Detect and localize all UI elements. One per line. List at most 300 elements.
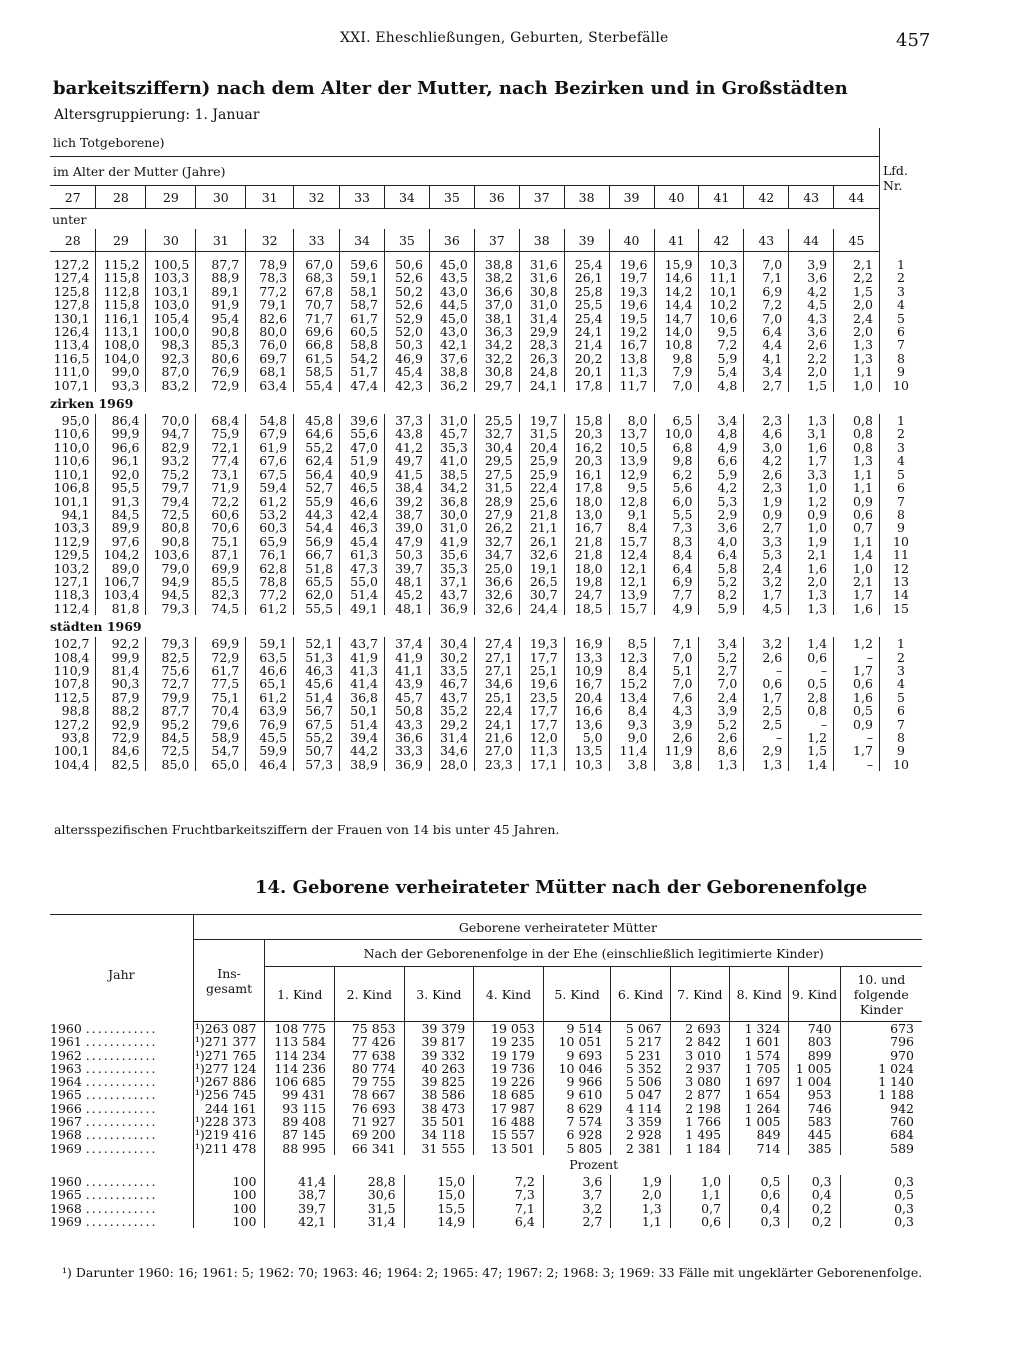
row-number: 7 <box>896 493 905 509</box>
rate-cell: 37,3 <box>384 414 429 427</box>
rate-cell: 55,6 <box>340 427 385 440</box>
rate-cell: 5,2 <box>699 718 744 731</box>
rate-cell: 72,1 <box>196 441 246 454</box>
row-number: 8 <box>896 506 905 522</box>
row-number: 1 <box>896 636 905 652</box>
data-row <box>50 758 922 771</box>
value-cell: 30,6 <box>335 1188 405 1201</box>
rate-cell: 2,7 <box>744 379 789 392</box>
rate-cell: 43,7 <box>429 588 474 601</box>
rate-cell: 45,4 <box>384 365 429 378</box>
rate-cell: 24,8 <box>519 365 564 378</box>
rate-cell: 3,9 <box>654 718 699 731</box>
rate-cell: 85,5 <box>196 575 246 588</box>
rate-cell: 43,0 <box>429 285 474 298</box>
table-row <box>50 1035 922 1048</box>
rate-cell: 116,5 <box>50 352 96 365</box>
rate-cell: 75,2 <box>146 468 196 481</box>
value-cell: 89 408 <box>265 1115 335 1128</box>
rate-cell: 18,0 <box>564 562 609 575</box>
rate-cell: 91,3 <box>96 495 146 508</box>
rate-cell: 59,1 <box>246 637 294 650</box>
rate-cell: 39,0 <box>384 521 429 534</box>
rate-cell: 61,7 <box>196 664 246 677</box>
rate-cell: 101,1 <box>50 495 96 508</box>
rate-cell: 32,6 <box>474 588 519 601</box>
rate-cell: 27,4 <box>474 637 519 650</box>
value-cell: 2 928 <box>611 1128 670 1141</box>
rate-cell: 29,5 <box>474 454 519 467</box>
rate-cell: 103,0 <box>146 298 196 311</box>
rate-cell: 9,5 <box>609 481 654 494</box>
value-cell: 1,1 <box>611 1215 670 1228</box>
rate-cell: 27,1 <box>474 664 519 677</box>
rate-cell: 102,7 <box>50 637 96 650</box>
value-cell: 1 005 <box>730 1115 789 1128</box>
leader-dots: ............ <box>85 1127 158 1143</box>
age-header-lower: 44 <box>789 229 834 252</box>
data-row <box>50 352 922 365</box>
rate-cell: 6,6 <box>699 454 744 467</box>
rate-cell: 1,1 <box>834 535 880 548</box>
value-cell: 39 817 <box>404 1035 474 1048</box>
leader-dots: ............ <box>85 1034 158 1050</box>
rate-cell: 51,9 <box>340 454 385 467</box>
age-header-upper: 29 <box>146 186 196 209</box>
value-cell: 9 693 <box>543 1049 611 1062</box>
rate-cell: 26,1 <box>564 271 609 284</box>
value-cell: 34 118 <box>404 1128 474 1141</box>
rate-cell: 13,4 <box>609 691 654 704</box>
rate-cell: 105,4 <box>146 312 196 325</box>
rate-cell: 32,7 <box>474 427 519 440</box>
rate-cell: 21,6 <box>474 731 519 744</box>
rate-cell: 52,1 <box>294 637 340 650</box>
row-number: 4 <box>896 297 905 313</box>
rate-cell: 25,8 <box>564 285 609 298</box>
rate-cell: 3,2 <box>744 575 789 588</box>
rate-cell: 36,2 <box>429 379 474 392</box>
rate-cell: 11,1 <box>699 271 744 284</box>
rate-cell: 51,4 <box>294 691 340 704</box>
rate-cell: 52,6 <box>384 271 429 284</box>
rate-cell: 112,9 <box>50 535 96 548</box>
rate-cell: 46,3 <box>294 664 340 677</box>
value-cell: 0,6 <box>730 1188 789 1201</box>
year-cell <box>50 1035 193 1048</box>
rate-cell: 15,7 <box>609 535 654 548</box>
row-number: 8 <box>896 350 905 366</box>
rate-cell: 32,7 <box>474 535 519 548</box>
rate-cell: 18,5 <box>564 602 609 615</box>
data-row <box>50 664 922 677</box>
row-number: 5 <box>896 689 905 705</box>
rate-cell: 1,6 <box>789 441 834 454</box>
rate-cell: 7,7 <box>654 588 699 601</box>
rate-cell: 2,6 <box>654 731 699 744</box>
rate-cell: 5,9 <box>699 352 744 365</box>
row-number: 11 <box>893 547 909 563</box>
value-cell: 39,7 <box>265 1202 335 1215</box>
header-alter: im Alter der Mutter (Jahre) <box>50 157 879 186</box>
data-row <box>50 271 922 284</box>
rate-cell: 94,5 <box>146 588 196 601</box>
rate-cell: 81,4 <box>96 664 146 677</box>
age-header-lower: 28 <box>50 229 96 252</box>
rate-cell: 44,3 <box>294 508 340 521</box>
rate-cell: 41,9 <box>429 535 474 548</box>
rate-cell: 50,3 <box>384 548 429 561</box>
data-row <box>50 677 922 690</box>
age-header-lower: 36 <box>429 229 474 252</box>
year-value: 1962 <box>50 1047 82 1063</box>
row-number: 5 <box>896 310 905 326</box>
rate-cell: 39,4 <box>340 731 385 744</box>
rate-cell: 9,0 <box>609 731 654 744</box>
rate-cell: 72,9 <box>196 651 246 664</box>
data-row <box>50 691 922 704</box>
rate-cell: 34,6 <box>429 744 474 757</box>
rate-cell: 10,0 <box>654 427 699 440</box>
rate-cell: 12,1 <box>609 562 654 575</box>
rate-cell: 51,3 <box>294 651 340 664</box>
rate-cell: 82,5 <box>146 651 196 664</box>
rate-cell: 52,7 <box>294 481 340 494</box>
rate-cell: 50,7 <box>294 744 340 757</box>
rate-cell: 5,8 <box>699 562 744 575</box>
rate-cell: 11,3 <box>519 744 564 757</box>
data-row <box>50 744 922 757</box>
rate-cell: 87,9 <box>96 691 146 704</box>
value-cell: 2 693 <box>670 1022 729 1036</box>
value-cell: 1 140 <box>878 1074 914 1090</box>
rate-cell: 23,5 <box>519 691 564 704</box>
rate-cell: 90,3 <box>96 677 146 690</box>
value-cell: 15,5 <box>404 1202 474 1215</box>
value-cell: 0,2 <box>789 1202 840 1215</box>
rate-cell: 24,1 <box>474 718 519 731</box>
rate-cell: 127,1 <box>50 575 96 588</box>
rate-cell: 79,9 <box>146 691 196 704</box>
rate-cell: 11,4 <box>609 744 654 757</box>
value-cell: 19 053 <box>474 1022 544 1036</box>
rate-cell: 79,1 <box>246 298 294 311</box>
rate-cell: 6,2 <box>654 468 699 481</box>
rate-cell: 36,6 <box>474 575 519 588</box>
value-cell: 589 <box>890 1140 914 1156</box>
row-number: 6 <box>896 703 905 719</box>
rate-cell: 88,9 <box>196 271 246 284</box>
rate-cell: 92,2 <box>96 637 146 650</box>
rate-cell: 4,9 <box>699 441 744 454</box>
value-cell: 1 705 <box>730 1062 789 1075</box>
rate-cell: 106,8 <box>50 481 96 494</box>
rate-cell: 10,1 <box>699 285 744 298</box>
rate-cell: 3,3 <box>789 468 834 481</box>
rate-cell: 65,0 <box>196 758 246 771</box>
rate-cell: 103,2 <box>50 562 96 575</box>
rate-cell: 1,5 <box>834 285 880 298</box>
rate-cell: 91,9 <box>196 298 246 311</box>
rate-cell: 43,7 <box>340 637 385 650</box>
rate-cell: 65,9 <box>246 535 294 548</box>
rate-cell: 67,6 <box>246 454 294 467</box>
table-row <box>50 1075 922 1088</box>
rate-cell: 36,8 <box>340 691 385 704</box>
age-header-lower: 41 <box>654 229 699 252</box>
rate-cell: 42,1 <box>429 338 474 351</box>
rate-cell: 82,5 <box>96 758 146 771</box>
value-cell: 114 234 <box>265 1049 335 1062</box>
value-cell: 803 <box>789 1035 840 1048</box>
rate-cell: 126,4 <box>50 325 96 338</box>
rate-cell: 17,8 <box>564 481 609 494</box>
value-cell: 14,9 <box>404 1215 474 1228</box>
rate-cell: 76,1 <box>246 548 294 561</box>
leader-dots: ............ <box>85 1020 158 1036</box>
value-cell: 2 937 <box>670 1062 729 1075</box>
rate-cell: 15,9 <box>654 258 699 271</box>
data-row <box>50 298 922 311</box>
value-cell: 78 667 <box>335 1088 405 1101</box>
table-row <box>50 1102 922 1115</box>
value-cell: 385 <box>789 1142 840 1155</box>
data-row <box>50 508 922 521</box>
rate-cell: 3,4 <box>699 414 744 427</box>
rate-cell: 59,1 <box>340 271 385 284</box>
value-cell: 0,2 <box>789 1215 840 1228</box>
rate-cell: 45,8 <box>294 414 340 427</box>
rate-cell: 48,1 <box>384 602 429 615</box>
row-number: 7 <box>896 337 905 353</box>
rate-cell: 36,6 <box>474 285 519 298</box>
value-cell: ¹)267 886 <box>193 1075 265 1088</box>
rate-cell: 45,7 <box>429 427 474 440</box>
rate-cell: 1,2 <box>789 731 834 744</box>
rate-cell: 61,2 <box>246 602 294 615</box>
rate-cell: 103,4 <box>96 588 146 601</box>
rate-cell: 45,5 <box>246 731 294 744</box>
rate-cell: 2,2 <box>834 271 880 284</box>
rate-cell: 79,7 <box>146 481 196 494</box>
rate-cell: 112,5 <box>50 691 96 704</box>
value-cell: 15,0 <box>404 1175 474 1188</box>
rate-cell: 19,6 <box>609 258 654 271</box>
year-value: 1968 <box>50 1127 82 1143</box>
rate-cell: 59,9 <box>246 744 294 757</box>
rate-cell: 29,9 <box>519 325 564 338</box>
rate-cell: 54,8 <box>246 414 294 427</box>
rate-cell: 12,1 <box>609 575 654 588</box>
value-cell: 6 928 <box>543 1128 611 1141</box>
value-cell: 1,0 <box>670 1175 729 1188</box>
col-order: 9. Kind <box>789 967 840 1022</box>
rate-cell: 36,3 <box>474 325 519 338</box>
value-cell: 39 379 <box>404 1022 474 1036</box>
rate-cell: 37,1 <box>429 575 474 588</box>
rate-cell: 110,9 <box>50 664 96 677</box>
rate-cell: 16,9 <box>564 637 609 650</box>
value-cell: 15 557 <box>474 1128 544 1141</box>
rate-cell: 2,9 <box>699 508 744 521</box>
rate-cell: 71,7 <box>294 312 340 325</box>
year-cell <box>50 1088 193 1101</box>
rate-cell: 110,0 <box>50 441 96 454</box>
data-row <box>50 441 922 454</box>
value-cell: 87 145 <box>265 1128 335 1141</box>
data-row <box>50 325 922 338</box>
row-number: 10 <box>893 377 909 393</box>
births-order-table <box>50 914 922 1228</box>
value-cell: 1,3 <box>611 1202 670 1215</box>
rate-cell: 10,5 <box>609 441 654 454</box>
value-cell: 3,2 <box>543 1202 611 1215</box>
rate-cell: 103,3 <box>146 271 196 284</box>
rate-cell: 60,5 <box>340 325 385 338</box>
rate-cell: 7,1 <box>744 271 789 284</box>
rate-cell: 20,1 <box>564 365 609 378</box>
age-header-lower: 30 <box>146 229 196 252</box>
rate-cell: 27,9 <box>474 508 519 521</box>
rate-cell: 110,1 <box>50 468 96 481</box>
rate-cell: 5,2 <box>699 651 744 664</box>
rate-cell: 33,5 <box>429 664 474 677</box>
rate-cell: 4,6 <box>744 427 789 440</box>
row-number: 7 <box>896 716 905 732</box>
value-cell: 2 381 <box>611 1142 670 1155</box>
rate-cell: 103,3 <box>50 521 96 534</box>
rate-cell: 3,6 <box>789 271 834 284</box>
rate-cell: 47,4 <box>340 379 385 392</box>
rate-cell: 55,4 <box>294 379 340 392</box>
rate-cell: 104,4 <box>50 758 96 771</box>
year-value: 1965 <box>50 1087 82 1103</box>
rate-cell: 0,6 <box>789 651 834 664</box>
age-header-upper: 31 <box>246 186 294 209</box>
rate-cell: 2,1 <box>834 258 880 271</box>
rate-cell: 72,2 <box>196 495 246 508</box>
rate-cell: 115,8 <box>96 271 146 284</box>
data-row <box>50 521 922 534</box>
rate-cell: 75,1 <box>196 691 246 704</box>
rate-cell: 87,0 <box>146 365 196 378</box>
rate-cell: 31,0 <box>429 521 474 534</box>
rate-cell: 5,6 <box>654 481 699 494</box>
rate-cell: 3,0 <box>744 441 789 454</box>
rate-cell: 7,3 <box>654 521 699 534</box>
rate-cell: 0,8 <box>789 704 834 717</box>
rate-cell: 70,6 <box>196 521 246 534</box>
age-header-upper: 42 <box>744 186 789 209</box>
rate-cell: 51,7 <box>340 365 385 378</box>
rate-cell: 0,9 <box>834 495 880 508</box>
rate-cell: 14,6 <box>654 271 699 284</box>
table14-footnote: ¹) Darunter 1960: 16; 1961: 5; 1962: 70; 1963: 46; 1964: 2; 1965: 47; 1967: 2; 1968: 3; 1969: 33 Fälle mit ungeklärter Geborenenfolge. <box>62 1265 923 1280</box>
rate-cell: 87,1 <box>196 548 246 561</box>
leader-dots: ............ <box>85 1173 158 1189</box>
value-cell: 39 332 <box>404 1049 474 1062</box>
rate-cell: 100,5 <box>146 258 196 271</box>
rate-cell: 70,0 <box>146 414 196 427</box>
rate-cell: 3,6 <box>789 325 834 338</box>
table-row <box>50 1215 922 1228</box>
rate-cell: 5,1 <box>654 664 699 677</box>
rate-cell: 7,0 <box>744 258 789 271</box>
rate-cell: 50,1 <box>340 704 385 717</box>
rate-cell: 113,4 <box>50 338 96 351</box>
row-number: 10 <box>893 533 909 549</box>
rate-cell: 42,4 <box>340 508 385 521</box>
rate-cell: 19,6 <box>609 298 654 311</box>
rate-cell: 44,2 <box>340 744 385 757</box>
col-order: 5. Kind <box>543 967 611 1022</box>
rate-cell: 4,3 <box>789 312 834 325</box>
rate-cell: 69,6 <box>294 325 340 338</box>
rate-cell: 62,0 <box>294 588 340 601</box>
row-number: 9 <box>896 743 905 759</box>
rate-cell: 2,0 <box>834 298 880 311</box>
row-number: 2 <box>896 270 905 286</box>
rate-cell: 25,1 <box>474 691 519 704</box>
rate-cell: 30,8 <box>519 285 564 298</box>
value-cell: ¹)263 087 <box>193 1022 265 1036</box>
rate-cell: 58,9 <box>196 731 246 744</box>
value-cell: 942 <box>890 1100 914 1116</box>
rate-cell: 61,3 <box>340 548 385 561</box>
value-cell: 1 697 <box>730 1075 789 1088</box>
rate-cell: 60,6 <box>196 508 246 521</box>
rate-cell: 14,0 <box>654 325 699 338</box>
rate-cell: 16,7 <box>609 338 654 351</box>
rate-cell: 4,0 <box>699 535 744 548</box>
value-cell: 899 <box>789 1049 840 1062</box>
row-number: 15 <box>893 600 909 616</box>
rate-cell: 36,9 <box>429 602 474 615</box>
value-cell: ¹)256 745 <box>193 1088 265 1101</box>
value-cell: ¹)219 416 <box>193 1128 265 1141</box>
rate-cell: 86,4 <box>96 414 146 427</box>
year-cell <box>50 1188 193 1201</box>
value-cell: 13 501 <box>474 1142 544 1155</box>
rate-cell: 49,1 <box>340 602 385 615</box>
data-row <box>50 651 922 664</box>
rate-cell: 32,6 <box>474 602 519 615</box>
rate-cell: 78,9 <box>246 258 294 271</box>
rate-cell: 61,7 <box>340 312 385 325</box>
value-cell: 100 <box>193 1202 265 1215</box>
value-cell: 1 654 <box>730 1088 789 1101</box>
value-cell: 35 501 <box>404 1115 474 1128</box>
row-number: 14 <box>893 587 909 603</box>
rate-cell: 52,0 <box>384 325 429 338</box>
rate-cell: 50,2 <box>384 285 429 298</box>
rate-cell: 68,4 <box>196 414 246 427</box>
rate-cell: 3,8 <box>654 758 699 771</box>
age-header-lower: 37 <box>474 229 519 252</box>
rate-cell: 1,0 <box>789 481 834 494</box>
row-number: 2 <box>896 649 905 665</box>
rate-cell: 30,0 <box>429 508 474 521</box>
rate-cell: 6,5 <box>654 414 699 427</box>
rate-cell: 93,3 <box>96 379 146 392</box>
rate-cell: 38,7 <box>384 508 429 521</box>
value-cell: 19 736 <box>474 1062 544 1075</box>
rate-cell: 1,1 <box>834 468 880 481</box>
rate-cell: 9,8 <box>654 352 699 365</box>
rate-cell: 63,9 <box>246 704 294 717</box>
rate-cell: 46,6 <box>246 664 294 677</box>
year-cell <box>50 1215 193 1228</box>
